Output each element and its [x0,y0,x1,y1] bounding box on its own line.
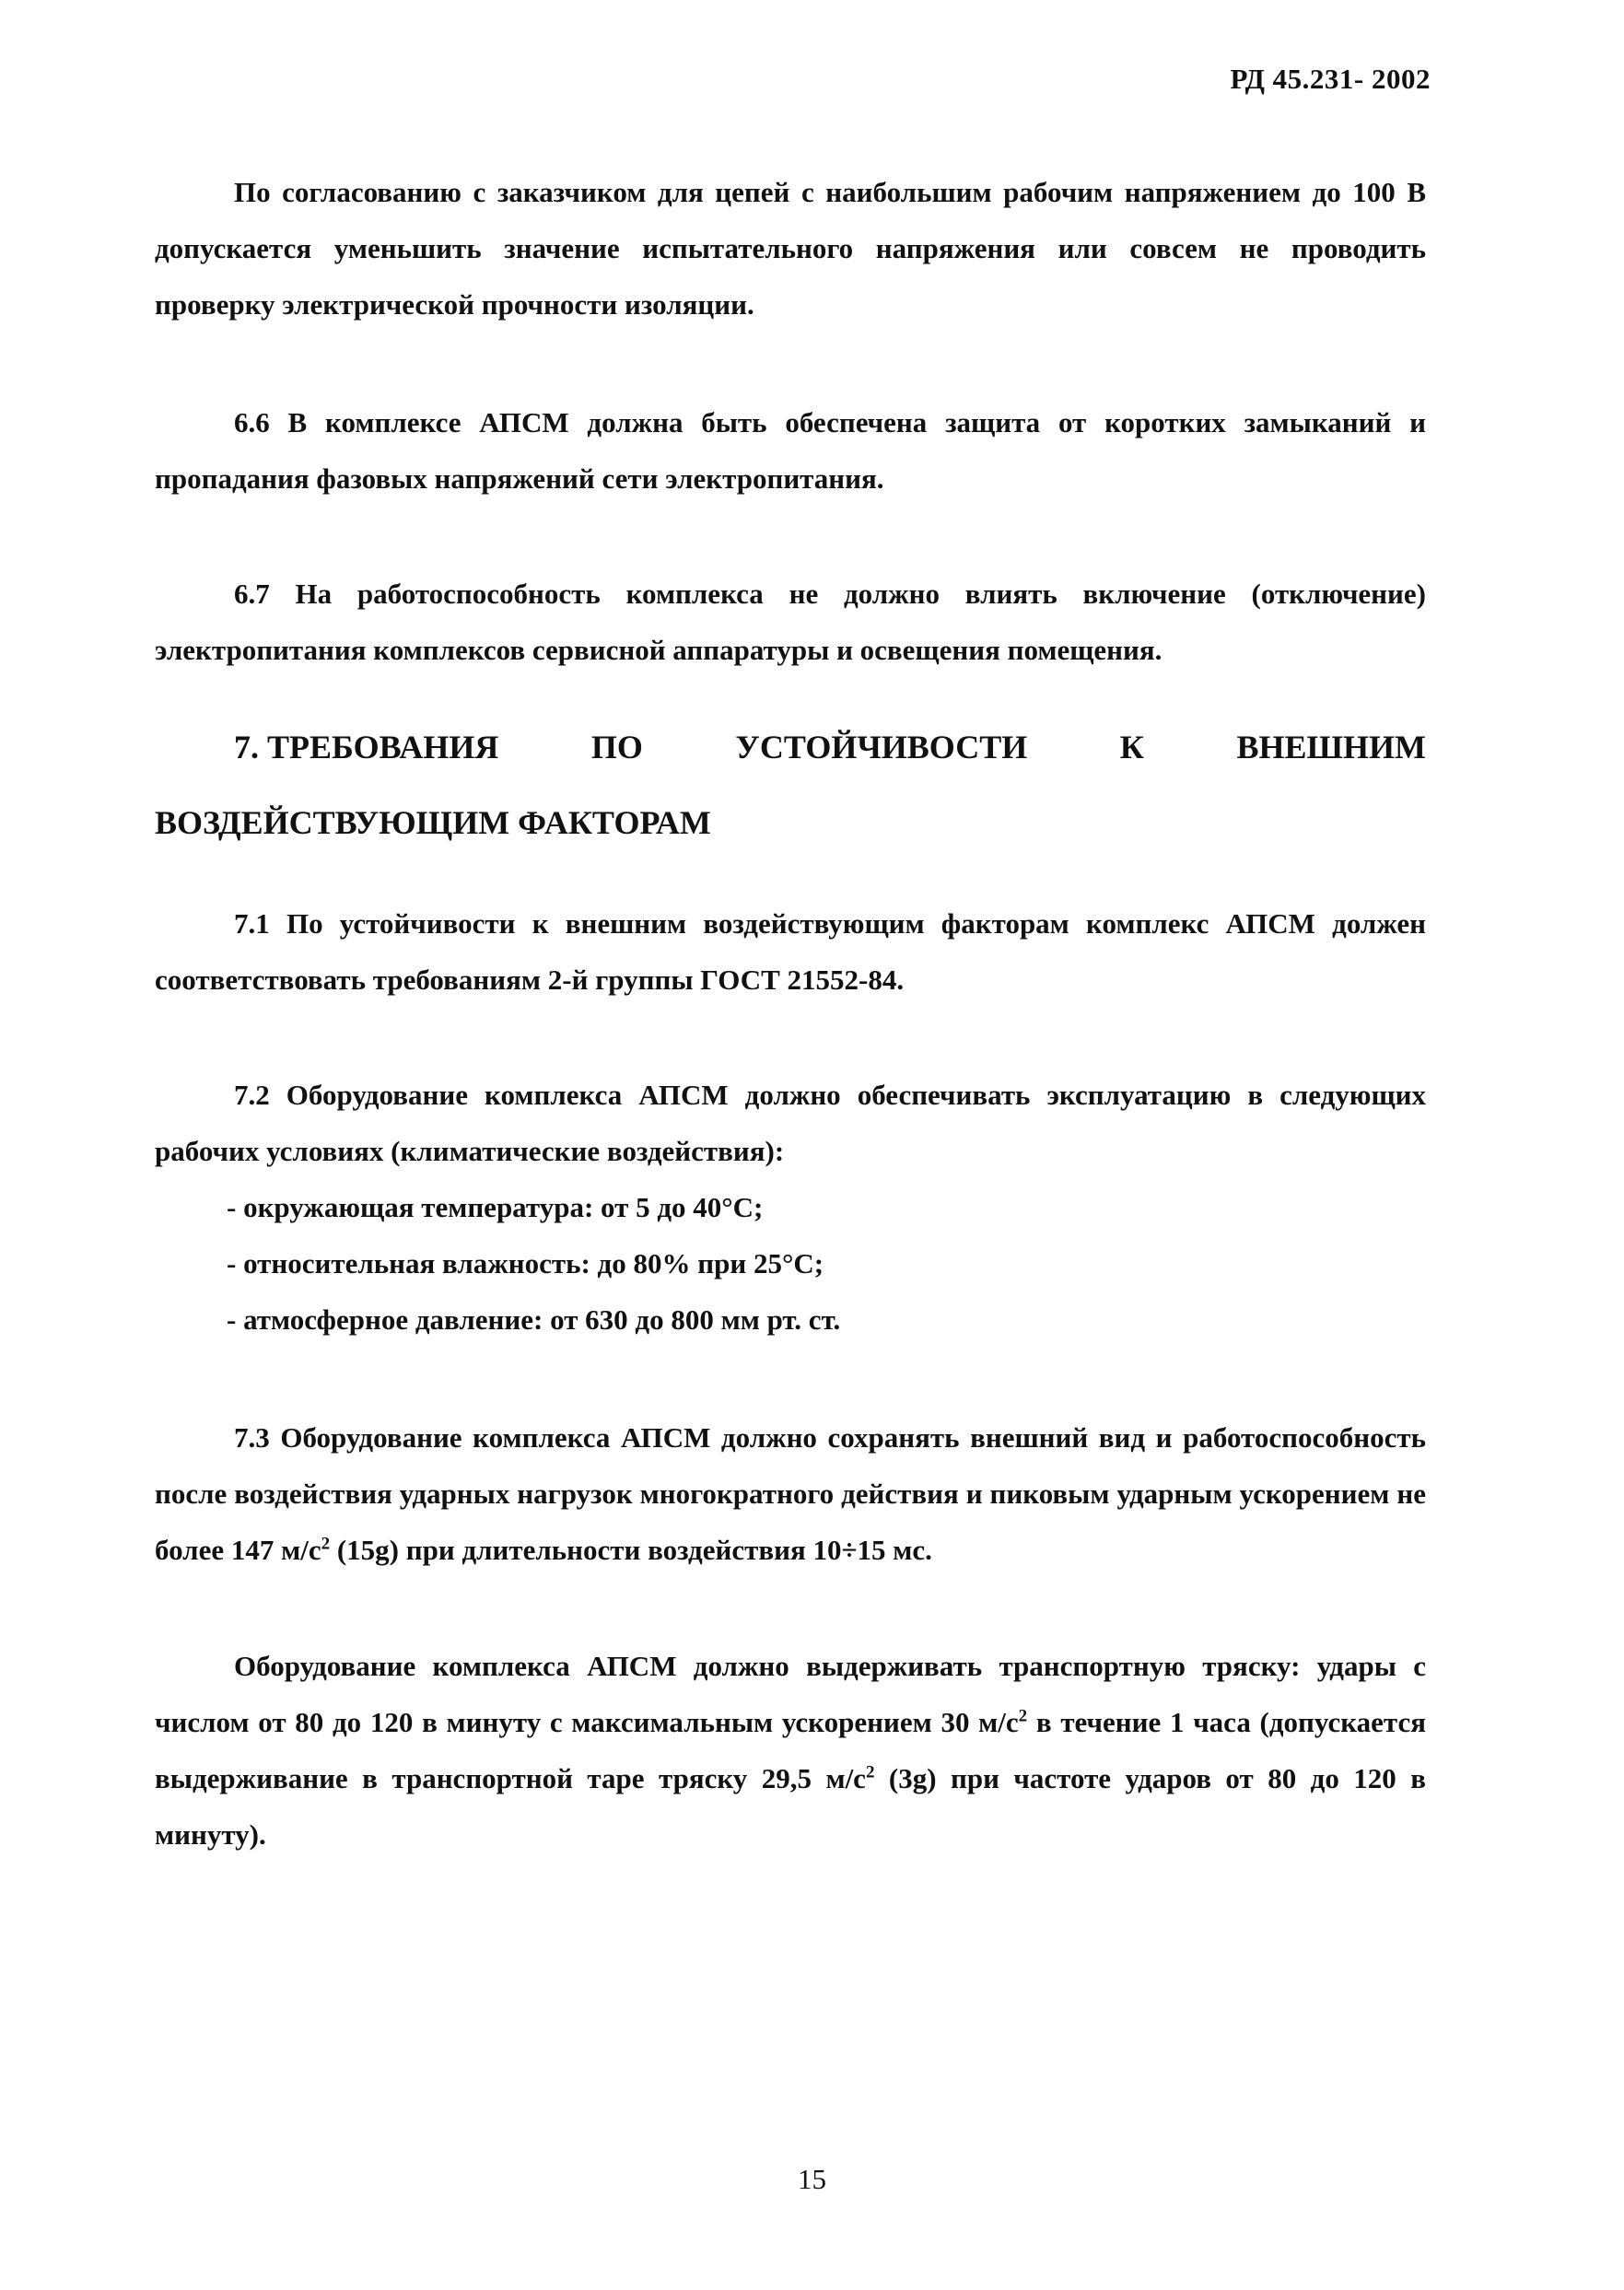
superscript: 2 [321,1534,331,1554]
paragraph-7-1: 7.1 По устойчивости к внешним воздействующим факторам комплекс АПСМ должен соответствовать требованиям 2-й группы ГОСТ 21552-84. [155,907,1426,996]
list-item: - относительная влажность: до 80% при 25°С; [227,1247,824,1279]
list-item: - атмосферное давление: от 630 до 800 мм рт. ст. [227,1303,841,1336]
heading-word: ПО [590,729,643,765]
section-7-heading [234,728,1426,766]
heading-word: ВНЕШНИМ [1236,729,1426,765]
list-item: - окружающая температура: от 5 до 40°С; [227,1191,764,1223]
paragraph-transport [155,1638,1426,1863]
heading-word: К [1119,729,1144,765]
section-7-heading-continued: ВОЗДЕЙСТВУЮЩИМ ФАКТОРАМ [155,804,711,841]
paragraph-7-2: 7.2 Оборудование комплекса АПСМ должно обеспечивать эксплуатацию в следующих рабочих условиях (климатические воздействия): [155,1079,1426,1167]
superscript: 2 [1018,1706,1028,1726]
heading-word: 7. ТРЕБОВАНИЯ [234,729,499,765]
paragraph-7-3 [155,1409,1426,1578]
paragraph-6-6: 6.6 В комплексе АПСМ должна быть обеспечена защита от коротких замыканий и пропадания фазовых напряжений сети электропитания. [155,406,1426,495]
page-number: 15 [798,2163,826,2195]
paragraph-transport-text-mid: в течение 1 часа (допускается выдерживание в транспортной таре тряску 29,5 м/с [155,1706,1426,1794]
paragraph-7-3-text: 7.3 Оборудование комплекса АПСМ должно сохранять внешний вид и работоспособность после воздействия ударных нагрузок многократного действия и пиковым ударным ускорением не более 147 м/с [155,1421,1426,1566]
paragraph-6-7: 6.7 На работоспособность комплекса не должно влиять включение (отключение) электропитания комплексов сервисной аппаратуры и освещения помещения. [155,578,1426,666]
heading-word: УСТОЙЧИВОСТИ [735,729,1028,765]
paragraph-7-3-text-end: (15g) при длительности воздействия 10÷15 мс. [330,1534,932,1566]
paragraph-transport-text-end: (3g) при частоте ударов от 80 до 120 в минуту). [155,1762,1426,1851]
paragraph-intro: По согласованию с заказчиком для цепей с наибольшим рабочим напряжением до 100 В допускается уменьшить значение испытательного напряжения или совсем не проводить проверку электрической прочности изоляции. [155,176,1426,321]
operating-conditions-list [227,1179,840,1348]
superscript: 2 [865,1762,875,1782]
document-code: РД 45.231- 2002 [1230,63,1431,95]
paragraph-transport-text: Оборудование комплекса АПСМ должно выдерживать транспортную тряску: удары с числом от 80 до 120 в минуту с максимальным ускорением 30 м/с [155,1650,1426,1738]
